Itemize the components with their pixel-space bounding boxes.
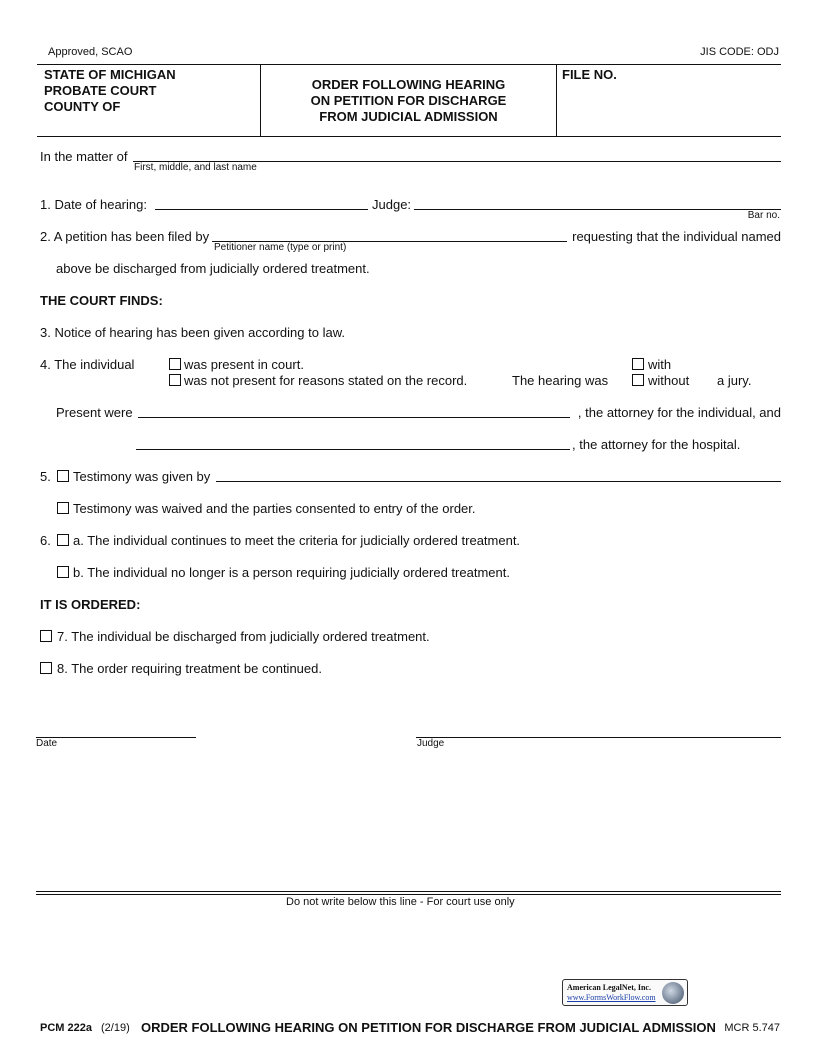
attorney-hospital-label: , the attorney for the hospital. <box>572 437 741 452</box>
hearing-date-label: 1. Date of hearing: <box>40 197 147 212</box>
petitioner-caption: Petitioner name (type or print) <box>214 242 347 253</box>
file-no-box[interactable] <box>557 64 781 137</box>
matter-caption: First, middle, and last name <box>134 162 257 173</box>
with-label: with <box>648 357 672 372</box>
judge-field[interactable] <box>414 209 781 210</box>
judge-label: Judge: <box>372 197 412 212</box>
logo-company: American LegalNet, Inc. <box>567 983 651 992</box>
present-checkbox[interactable] <box>169 358 181 370</box>
petition-label: 2. A petition has been filed by <box>40 229 210 244</box>
with-jury-checkbox[interactable] <box>632 358 644 370</box>
matter-label: In the matter of <box>40 149 128 164</box>
testimony-given-label: Testimony was given by <box>73 469 211 484</box>
judge-signature-field[interactable] <box>416 737 781 738</box>
finding-4-label: 4. The individual <box>40 357 135 372</box>
not-present-label: was not present for reasons stated on the record. <box>184 373 468 388</box>
order-7-checkbox[interactable] <box>40 630 52 642</box>
court-use-note: Do not write below this line - For court use only <box>286 896 515 908</box>
approval-note: Approved, SCAO <box>48 46 133 58</box>
hearing-was-label: The hearing was <box>512 373 609 388</box>
american-legalnet-logo[interactable] <box>562 979 688 1006</box>
testimony-given-checkbox[interactable] <box>57 470 69 482</box>
testimony-waived-label: Testimony was waived and the parties consented to entry of the order. <box>73 501 476 516</box>
testimony-by-field[interactable] <box>216 481 781 482</box>
attorney-individual-field[interactable] <box>138 417 570 418</box>
form-title-line-3: FROM JUDICIAL ADMISSION <box>319 109 498 124</box>
order-8-checkbox[interactable] <box>40 662 52 674</box>
court-finds-heading: THE COURT FINDS: <box>40 293 163 308</box>
jury-label: a jury. <box>717 373 752 388</box>
finding-5-label: 5. <box>40 469 51 484</box>
form-title-box <box>261 64 557 137</box>
finding-6a-checkbox[interactable] <box>57 534 69 546</box>
logo-website-link[interactable]: www.FormsWorkFlow.com <box>567 993 656 1002</box>
form-title-line-2: ON PETITION FOR DISCHARGE <box>310 93 507 108</box>
testimony-waived-checkbox[interactable] <box>57 502 69 514</box>
court-county: COUNTY OF <box>44 99 121 114</box>
finding-3: 3. Notice of hearing has been given according to law. <box>40 325 345 340</box>
date-caption: Date <box>36 738 58 749</box>
footer-revision: (2/19) <box>101 1022 130 1034</box>
footer-title: ORDER FOLLOWING HEARING ON PETITION FOR DISCHARGE FROM JUDICIAL ADMISSION <box>141 1020 716 1035</box>
court-state: STATE OF MICHIGAN <box>44 67 176 82</box>
court-info-box <box>37 64 261 137</box>
footer-form-number: PCM 222a <box>40 1022 92 1034</box>
globe-icon <box>662 982 684 1004</box>
judge-caption: Judge <box>417 738 445 749</box>
petition-line-2: above be discharged from judicially ordered treatment. <box>56 261 370 276</box>
footer-rule: MCR 5.747 <box>724 1022 780 1034</box>
order-7-label: 7. The individual be discharged from judicially ordered treatment. <box>57 629 430 644</box>
finding-6a-label: a. The individual continues to meet the criteria for judicially ordered treatment. <box>73 533 521 548</box>
present-were-label: Present were <box>56 405 133 420</box>
date-signature-field[interactable] <box>36 737 196 738</box>
without-jury-checkbox[interactable] <box>632 374 644 386</box>
petition-suffix: requesting that the individual named <box>572 229 781 244</box>
court-use-divider-top <box>36 891 781 892</box>
file-no-label: FILE NO. <box>562 67 617 82</box>
finding-6b-checkbox[interactable] <box>57 566 69 578</box>
attorney-individual-label: , the attorney for the individual, and <box>577 405 781 420</box>
finding-6b-label: b. The individual no longer is a person requiring judicially ordered treatment. <box>73 565 510 580</box>
not-present-checkbox[interactable] <box>169 374 181 386</box>
attorney-hospital-field[interactable] <box>136 449 570 450</box>
court-name: PROBATE COURT <box>44 83 157 98</box>
without-label: without <box>648 373 690 388</box>
ordered-heading: IT IS ORDERED: <box>40 597 141 612</box>
court-use-divider-bottom <box>36 894 781 895</box>
present-label: was present in court. <box>184 357 304 372</box>
finding-6-label: 6. <box>40 533 51 548</box>
bar-no-caption: Bar no. <box>747 210 780 221</box>
form-title-line-1: ORDER FOLLOWING HEARING <box>311 77 506 92</box>
hearing-date-field[interactable] <box>155 209 368 210</box>
order-8-label: 8. The order requiring treatment be continued. <box>57 661 322 676</box>
jis-code: JIS CODE: ODJ <box>700 46 779 58</box>
